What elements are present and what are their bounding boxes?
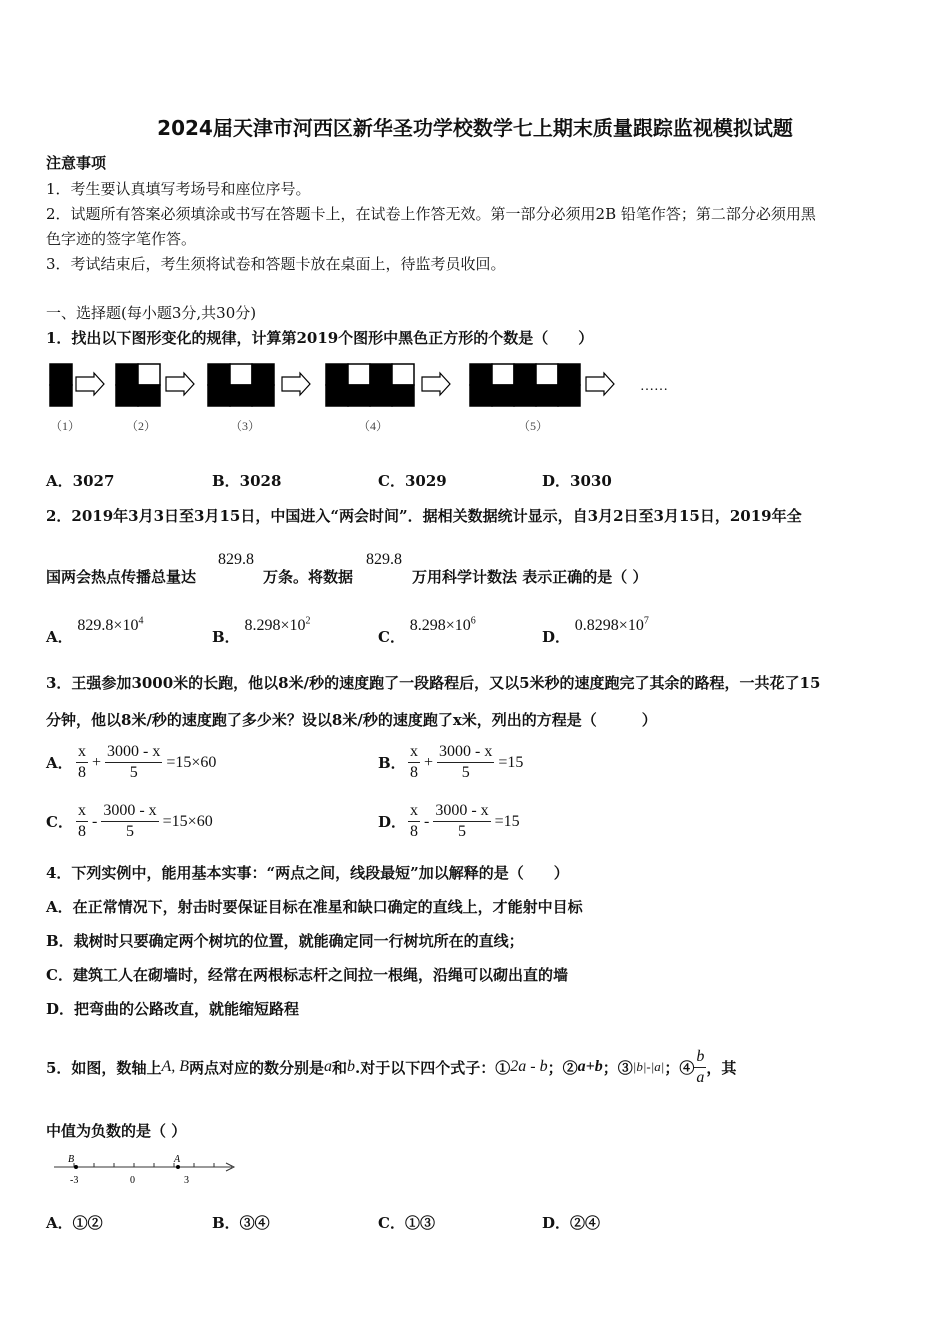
mantissa: 8.298×10 (244, 617, 306, 634)
question-4-stem: 4．下列实例中，能用基本实事：“两点之间，线段最短”加以解释的是（ ） (46, 864, 569, 882)
expression-4 (694, 1047, 706, 1088)
fraction (408, 801, 420, 842)
section-heading: 一、选择题(每小题3分,共30分) (46, 304, 257, 322)
question-2-stem-line2a: 国两会热点传播总量达 (46, 568, 197, 586)
q2-option-b[interactable] (212, 614, 311, 646)
figure-label: （4） (358, 419, 389, 433)
stem-text: ；④ (664, 1058, 695, 1077)
var-a: a (324, 1058, 333, 1075)
option-letter: C． (378, 628, 405, 646)
arrow-icon (282, 373, 310, 395)
q3-option-c[interactable] (46, 801, 213, 842)
expression-2: a+b (577, 1058, 603, 1075)
denominator: 8 (410, 823, 418, 840)
figure-label: （5） (518, 419, 549, 433)
exponent: 4 (138, 615, 144, 627)
notice-heading: 注意事项 (46, 154, 107, 172)
points-ab: A, B (161, 1058, 189, 1075)
equation (76, 801, 213, 842)
q4-option-c[interactable]: C．建筑工人在砌墙时，经常在两根标志杆之间拉一根绳，沿绳可以砌出直的墙 (46, 966, 568, 984)
right-hand-side: =15×60 (162, 812, 213, 830)
fraction (437, 742, 494, 783)
point-a (176, 1165, 180, 1169)
question-2-stem-line2b: 万条。将数据 (263, 568, 354, 586)
numerator: x (408, 742, 420, 763)
question-2-stem-line1: 2．2019年3月3日至3月15日，中国进入“两会时间”．据相关数据统计显示，自3月2日至3月15日，2019年全 (46, 507, 802, 525)
stem-text: 5．如图，数轴上 (46, 1058, 162, 1077)
tick-label: 0 (130, 1175, 135, 1186)
option-letter: B． (378, 754, 406, 772)
q5-option-d[interactable]: D．②④ (542, 1214, 601, 1232)
right-hand-side: =15 (498, 753, 524, 771)
q2-option-d[interactable] (542, 614, 649, 646)
var-b: b (347, 1058, 356, 1075)
q4-option-a[interactable]: A．在正常情况下，射击时要保证目标在准星和缺口确定的直线上，才能射中目标 (46, 898, 583, 916)
fraction (76, 742, 88, 783)
figure-4 (326, 364, 414, 406)
figure-label: （3） (230, 419, 261, 433)
question-3-stem-line1: 3．王强参加3000米的长跑，他以8米/秒的速度跑了一段路程后，又以5米秒的速度跑完了其余的路程，一共花了15 (46, 674, 821, 692)
denominator: 8 (78, 823, 86, 840)
right-hand-side: =15 (494, 812, 520, 830)
denominator: 5 (461, 764, 470, 781)
stem-text: .对于以下四个式子：① (355, 1058, 511, 1077)
option-value (410, 617, 476, 634)
denominator: 8 (78, 764, 86, 781)
fraction (408, 742, 420, 783)
notice-item: 色字迹的签字笔作答。 (46, 230, 197, 248)
operator: + (92, 753, 102, 771)
q3-option-b[interactable] (378, 742, 523, 783)
q1-option-b[interactable]: B．3028 (212, 472, 282, 490)
figure-ellipsis: …… (640, 379, 668, 394)
q1-option-d[interactable]: D．3030 (542, 472, 612, 490)
q1-option-c[interactable]: C．3029 (378, 472, 447, 490)
arrow-icon (166, 373, 194, 395)
point-a-label: A (174, 1154, 181, 1165)
stem-text: ；② (547, 1058, 578, 1077)
tick-label: 3 (184, 1175, 189, 1186)
point-b-label: B (68, 1154, 75, 1165)
fraction (101, 801, 158, 842)
denominator: a (696, 1068, 705, 1086)
figure-3 (208, 364, 274, 406)
fraction (76, 801, 88, 842)
figure-label: （1） (50, 419, 81, 433)
option-value (575, 617, 649, 634)
option-letter: D． (378, 813, 407, 831)
notice-item: 1．考生要认真填写考场号和座位序号。 (46, 180, 311, 198)
stem-text: 两点对应的数分别是 (189, 1058, 325, 1077)
stem-text: ，其 (706, 1058, 737, 1077)
numerator: 3000 - x (101, 801, 158, 822)
denominator: 8 (410, 764, 418, 781)
mantissa: 829.8×10 (77, 617, 139, 634)
equation (408, 801, 520, 842)
option-letter: A． (46, 754, 73, 772)
tick-label: -3 (70, 1175, 79, 1186)
option-letter: B． (212, 628, 240, 646)
q2-option-c[interactable] (378, 614, 476, 646)
point-b (74, 1165, 78, 1169)
question-3-stem-line2: 分钟，他以8米/秒的速度跑了多少米？设以8米/秒的速度跑了x米，列出的方程是（ ） (46, 711, 657, 729)
exponent: 2 (305, 615, 311, 627)
figure-5 (470, 364, 580, 406)
question-5-stem-line2: 中值为负数的是（ ） (46, 1122, 187, 1140)
operator: - (424, 812, 430, 830)
stem-text: 和 (332, 1058, 348, 1077)
q5-option-c[interactable]: C．①③ (378, 1214, 435, 1232)
notice-item: 2．试题所有答案必须填涂或书写在答题卡上，在试卷上作答无效。第一部分必须用2B 铅笔作答；第二部分必须用黑 (46, 205, 816, 223)
option-letter: C． (46, 813, 73, 831)
option-value (244, 617, 310, 634)
page-title: 2024届天津市河西区新华圣功学校数学七上期末质量跟踪监视模拟试题 (157, 116, 793, 140)
exponent: 7 (643, 615, 649, 627)
q5-option-a[interactable]: A．①② (46, 1214, 103, 1232)
q3-option-d[interactable] (378, 801, 520, 842)
figure-2 (116, 364, 160, 406)
stem-text: ；③ (602, 1058, 633, 1077)
numerator: b (694, 1047, 706, 1068)
numerator: x (408, 801, 420, 822)
arrow-icon (422, 373, 450, 395)
q4-option-d[interactable]: D．把弯曲的公路改直，就能缩短路程 (46, 1000, 300, 1018)
option-letter: A． (46, 628, 73, 646)
arrow-icon (586, 373, 614, 395)
numerator: 3000 - x (105, 742, 162, 763)
question-5-stem-line1 (46, 1033, 736, 1101)
pattern-figure (46, 362, 686, 442)
q2-value: 829.8 (218, 551, 254, 568)
notice-item: 3．考试结束后，考生须将试卷和答题卡放在桌面上，待监考员收回。 (46, 255, 506, 273)
fraction (105, 742, 162, 783)
numerator: x (76, 742, 88, 763)
exponent: 6 (470, 615, 476, 627)
denominator: 5 (457, 823, 466, 840)
equation (408, 742, 523, 783)
operator: + (424, 753, 434, 771)
operator: - (92, 812, 98, 830)
question-1-stem: 1．找出以下图形变化的规律，计算第2019个图形中黑色正方形的个数是（ ） (46, 329, 594, 347)
q1-option-a[interactable]: A．3027 (46, 472, 115, 490)
tick-marks (74, 1163, 214, 1167)
equation (76, 742, 216, 783)
figure-label: （2） (126, 419, 157, 433)
numerator: 3000 - x (437, 742, 494, 763)
question-2-stem-line2c: 万用科学计数法 表示正确的是（ ） (412, 568, 648, 586)
q2-value: 829.8 (366, 551, 402, 568)
expression-1: 2a - b (510, 1058, 548, 1075)
number-line (50, 1150, 240, 1190)
option-letter: D． (542, 628, 571, 646)
numerator: x (76, 801, 88, 822)
right-hand-side: =15×60 (166, 753, 217, 771)
q5-option-b[interactable]: B．③④ (212, 1214, 270, 1232)
expression-3: |b|-|a| (632, 1059, 665, 1074)
q3-option-a[interactable] (46, 742, 216, 783)
arrow-icon (76, 373, 104, 395)
denominator: 5 (129, 764, 138, 781)
q4-option-b[interactable]: B．栽树时只要确定两个树坑的位置，就能确定同一行树坑所在的直线； (46, 932, 524, 950)
mantissa: 8.298×10 (409, 617, 471, 634)
mantissa: 0.8298×10 (574, 617, 644, 634)
q2-option-a[interactable] (46, 614, 144, 646)
figure-1 (50, 364, 72, 406)
numerator: 3000 - x (433, 801, 490, 822)
denominator: 5 (125, 823, 134, 840)
option-value (77, 617, 143, 634)
fraction (433, 801, 490, 842)
